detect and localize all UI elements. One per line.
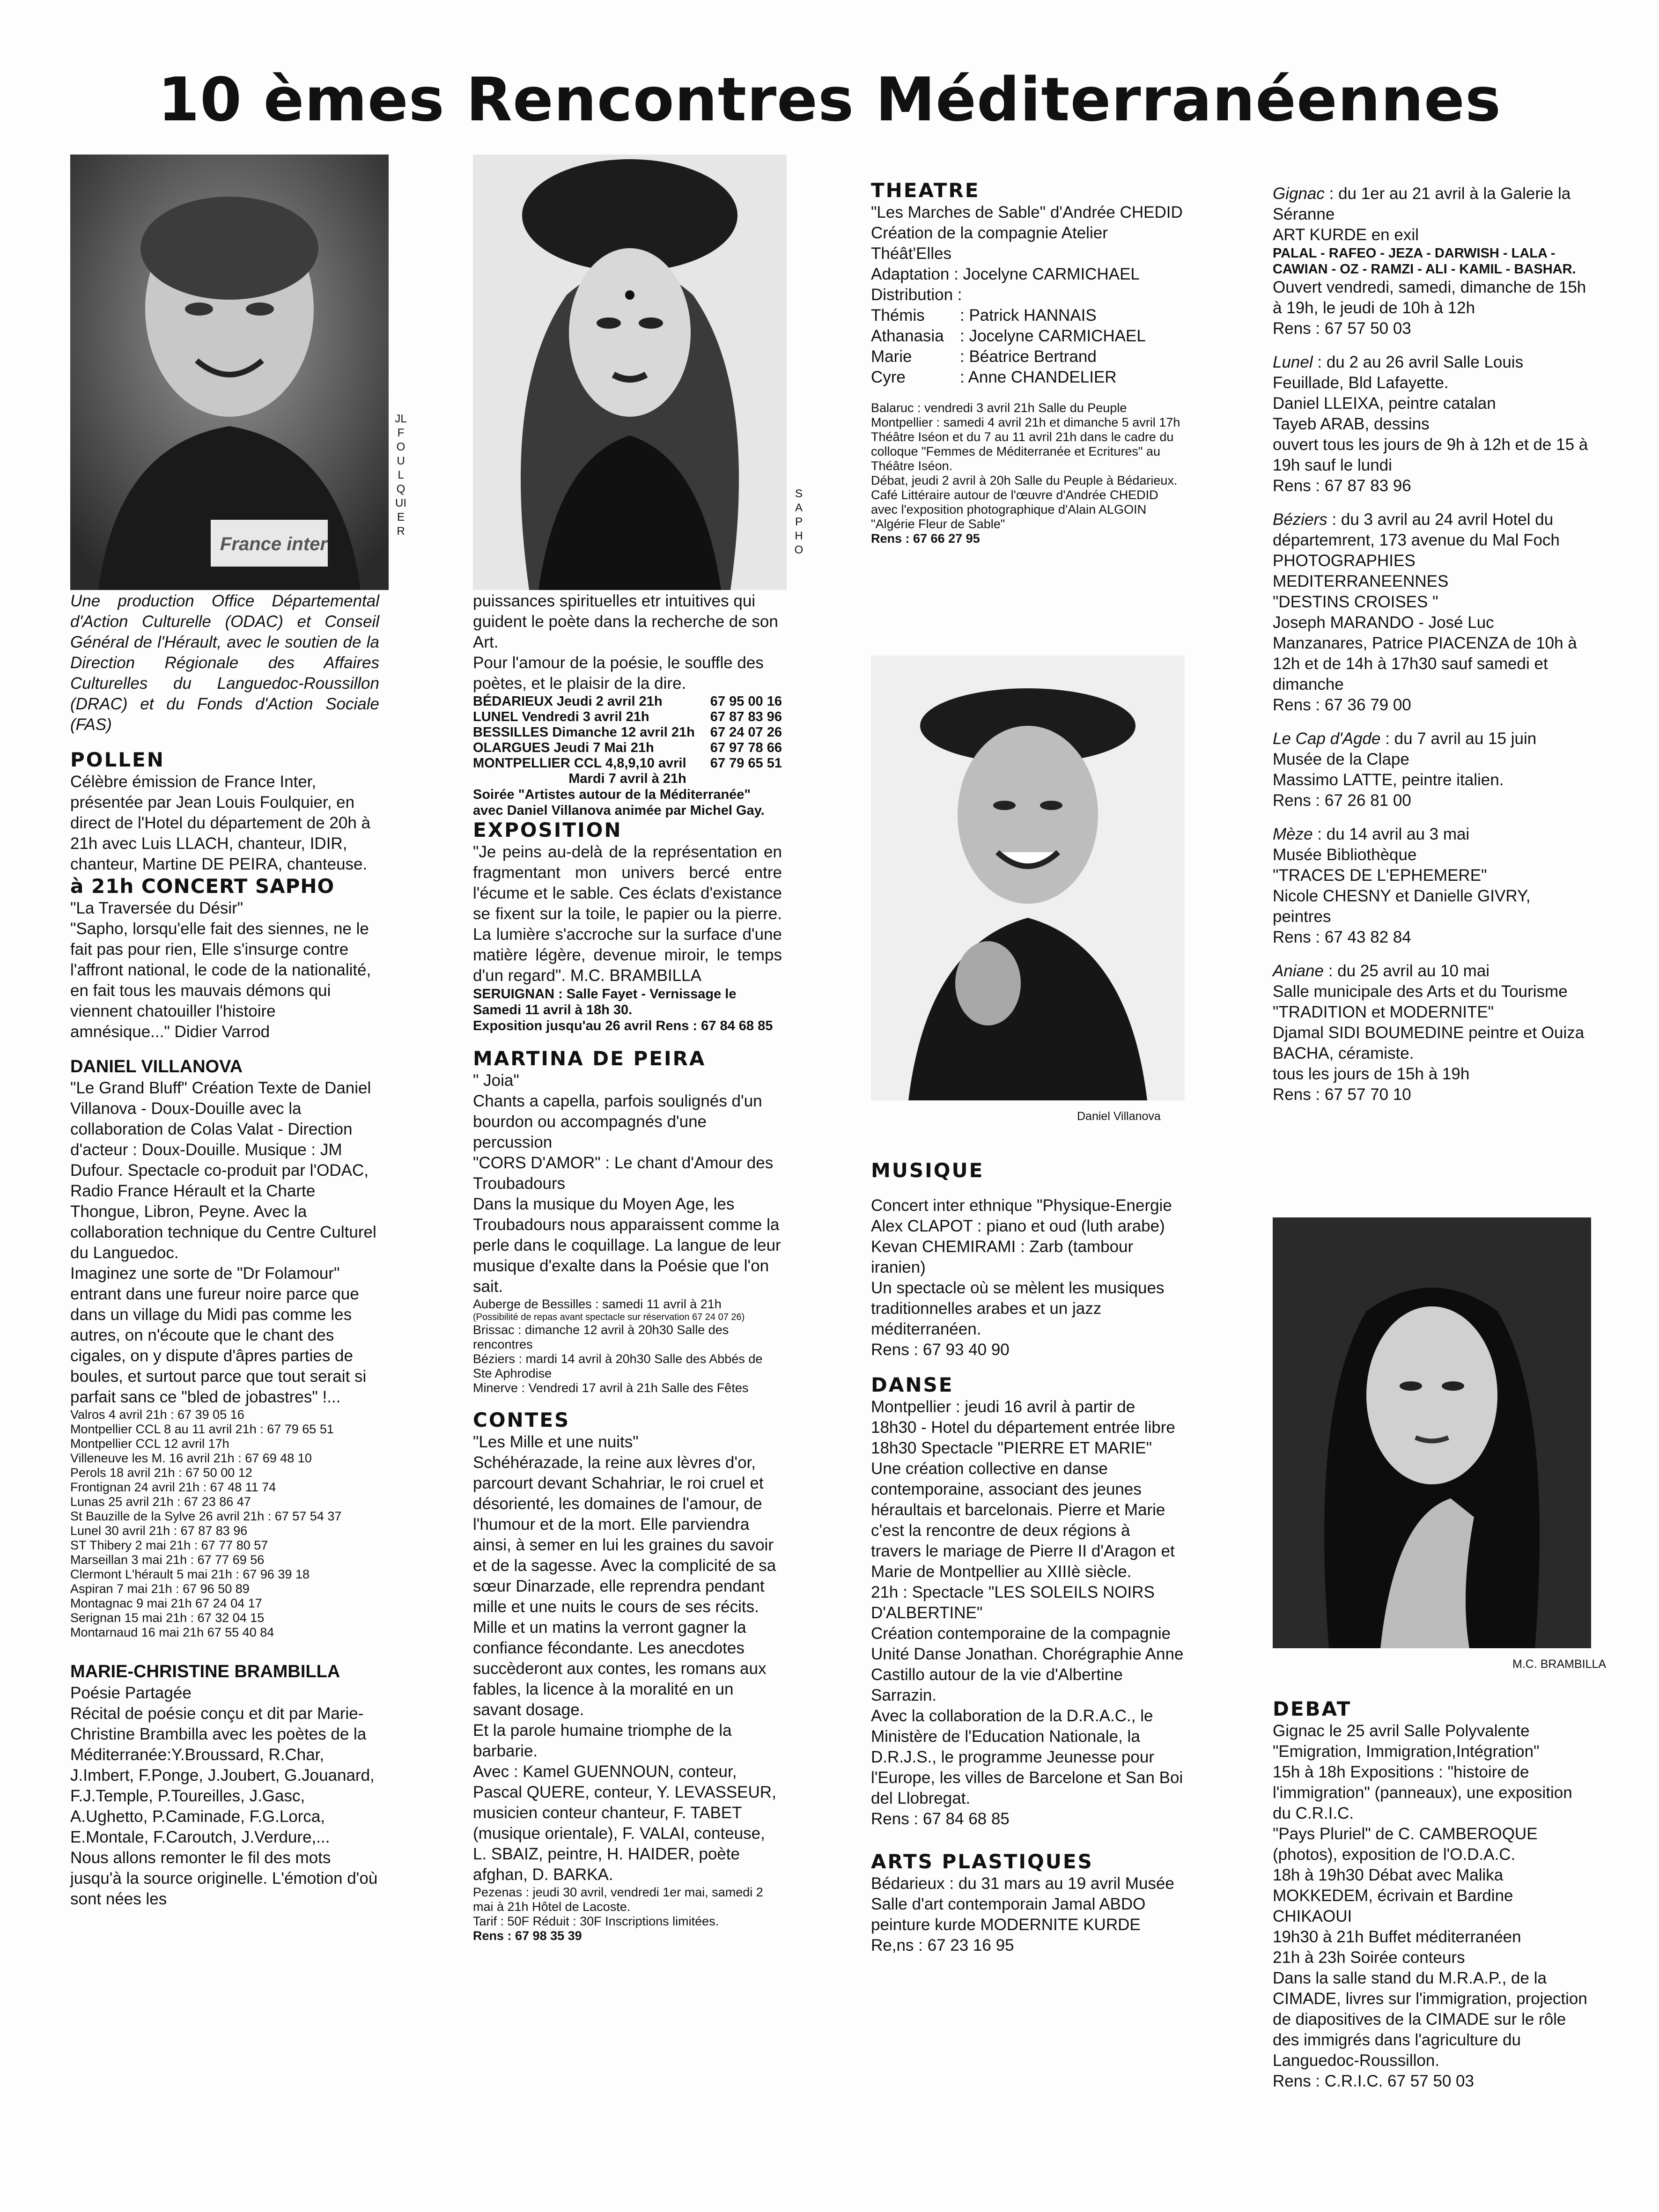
danse-text-4: 21h : Spectacle "LES SOLEILS NOIRS D'ALBERTINE" [871,1583,1155,1622]
exposition-schedule-2: Exposition jusqu'au 26 avril Rens : 67 84 68 85 [473,1018,773,1033]
photo-credit-foulquier: JL FOULQUIER [395,413,407,538]
arts-rens: Re,ns : 67 23 16 95 [871,1936,1014,1954]
debat-text-7: 21h à 23h Soirée conteurs [1273,1948,1465,1967]
column-1 [70,591,379,1910]
concert-text: "Sapho, lorsqu'elle fait des siennes, ne le fait pas pour rien, Elle s'insurge contre l'affront national, le code de la nationalité, en fait tous les mauvais démons qui viennent chatouiller l'histoire amnésique..." Didier Varrod [70,920,371,1041]
cast-row: Marie : Béatrice Bertrand [871,347,1097,366]
photo-villanova [871,656,1185,1100]
debat-text-6: 19h30 à 21h Buffet méditerranéen [1273,1928,1521,1946]
debat-section [1273,1697,1591,2092]
tour-date: Montpellier CCL 12 avril 17h [70,1437,229,1451]
debat-text-5: 18h à 19h30 Débat avec Malika MOKKEDEM, écrivain et Bardine CHIKAOUI [1273,1866,1513,1925]
beziers-text-2: PHOTOGRAPHIES MEDITERRANEENNES [1273,552,1449,590]
gignac-artists: PALAL - RAFEO - JEZA - DARWISH - LALA - CAWIAN - OZ - RAMZI - ALI - KAMIL - BASHAR. [1273,246,1576,277]
tour-date: Lunel 30 avril 21h : 67 87 83 96 [70,1524,248,1538]
theatre-schedule: Montpellier : samedi 4 avril 21h et dimanche 5 avril 17h Théâtre Iséon et du 7 au 11 avril 21h dans le cadre du colloque "Femmes de Méditerranée et Ecritures" au Théâtre Iséon. [871,415,1180,473]
meze-rens: Rens : 67 43 82 84 [1273,928,1411,946]
cast-row: Cyre : Anne CHANDELIER [871,368,1117,386]
aniane-text-2: Salle municipale des Arts et du Tourisme [1273,982,1568,1001]
peira-date: Brissac : dimanche 12 avril à 20h30 Salle des rencontres [473,1323,729,1351]
peira-text-2: "CORS D'AMOR" : Le chant d'Amour des Troubadours [473,1154,774,1193]
photo-credit-villanova: Daniel Villanova [1077,1110,1161,1123]
danse-text-5: Création contemporaine de la compagnie Unité Danse Jonathan. Chorégraphie Anne Castillo autour de la vie d'Albertine Sarrazin. [871,1624,1184,1704]
meze-text-4: Nicole CHESNY et Danielle GIVRY, peintres [1273,887,1531,926]
villanova-heading: DANIEL VILLANOVA [70,1057,243,1077]
tour-date: ST Thibery 2 mai 21h : 67 77 80 57 [70,1538,268,1552]
tour-date: Serignan 15 mai 21h : 67 32 04 15 [70,1611,265,1625]
cap-text-3: Massimo LATTE, peintre italien. [1273,771,1504,789]
date-row: OLARGUES Jeudi 7 Mai 21h 67 97 78 66 [473,740,782,755]
tour-date: Perols 18 avril 21h : 67 50 00 12 [70,1466,252,1480]
debat-text-3: 15h à 18h Expositions : "histoire de l'immigration" (panneaux), une exposition du C.R.I.C. [1273,1763,1572,1822]
cast-row: Thémis : Patrick HANNAIS [871,306,1097,324]
date-row: BESSILLES Dimanche 12 avril 21h 67 24 07 26 [473,725,782,740]
tour-date: Lunas 25 avril 21h : 67 23 86 47 [70,1495,251,1509]
photo-sapho [473,155,787,590]
debat-text-2: "Emigration, Immigration,Intégration" [1273,1742,1540,1761]
contes-heading: CONTES [473,1408,570,1431]
aniane-entry: Aniane : du 25 avril au 10 mai [1273,962,1490,980]
lunel-rens: Rens : 67 87 83 96 [1273,477,1411,495]
peira-date-note: (Possibilité de repas avant spectacle sur réservation 67 24 07 26) [473,1312,745,1322]
pollen-heading: POLLEN [70,748,165,771]
date-row: BÉDARIEUX Jeudi 2 avril 21h 67 95 00 16 [473,694,782,709]
pollen-text: Célèbre émission de France Inter, présentée par Jean Louis Foulquier, en direct de l'Hotel du département de 20h à 21h avec Luis LLACH, chanteur, IDIR, chanteur, Martine DE PEIRA, chanteuse. [70,773,370,873]
musique-heading: MUSIQUE [871,1159,984,1182]
date-row: Mardi 7 avril à 21h [568,771,686,786]
photo-credit-brambilla: M.C. BRAMBILLA [1512,1658,1607,1671]
theatre-text: "Les Marches de Sable" d'Andrée CHEDID [871,203,1183,221]
contes-rens: Rens : 67 98 35 39 [473,1929,582,1943]
tour-date: Aspiran 7 mai 21h : 67 96 50 89 [70,1582,250,1596]
danse-text: Montpellier : jeudi 16 avril à partir de 18h30 - Hotel du département entrée libre [871,1398,1175,1437]
tour-date: Montpellier CCL 8 au 11 avril 21h : 67 79 65 51 [70,1422,334,1436]
gignac-text-3: Ouvert vendredi, samedi, dimanche de 15h à 19h, le jeudi de 10h à 12h [1273,278,1586,317]
tour-date: Villeneuve les M. 16 avril 21h : 67 69 48 10 [70,1451,312,1465]
tour-date: Montarnaud 16 mai 21h 67 55 40 84 [70,1625,274,1639]
brambilla-subtitle: Poésie Partagée [70,1684,192,1702]
column-4 [1273,184,1591,1105]
danse-text-6: Avec la collaboration de la D.R.A.C., le Ministère de l'Education Nationale, la D.R.J.S., le programme Jeunesse pour l'Europe, les villes de Barcelone et San Boi del Llobregat. [871,1707,1183,1807]
soiree-text: Soirée "Artistes autour de la Méditerranée" avec Daniel Villanova animée par Michel Gay. [473,787,765,818]
gignac-text-2: ART KURDE en exil [1273,226,1419,244]
poetry-continued: puissances spirituelles etr intuitives qui guident le poète dans la recherche de son Art. [473,592,778,651]
peira-text: Chants a capella, parfois soulignés d'un bourdon ou accompagnés d'une percussion [473,1092,762,1151]
column-2 [473,591,782,1943]
theatre-heading: THEATRE [871,179,980,202]
poetry-continued-2: Pour l'amour de la poésie, le souffle des poètes, et le plaisir de la dire. [473,654,764,693]
exposition-schedule: SERUIGNAN : Salle Fayet - Vernissage le Samedi 11 avril à 18h 30. [473,987,737,1018]
danse-text-3: Une création collective en danse contemporaine, associant des jeunes héraultais et barcelonais. Pierre et Marie c'est la rencontre de deux régions à travers le mariage de Pierre II d'Aragon et Marie de Montpellier au XIIIè siècle. [871,1460,1175,1581]
contes-text-2: Et la parole humaine triomphe de la barbarie. [473,1721,732,1760]
contes-tarif: Tarif : 50F Réduit : 30F Inscriptions limitées. [473,1914,719,1928]
lunel-text-3: Tayeb ARAB, dessins [1273,415,1430,433]
concert-title: "La Traversée du Désir" [70,899,243,917]
musique-text: Concert inter ethnique "Physique-Energie [871,1196,1172,1215]
photo-foulquier [70,155,389,590]
debat-text-8: Dans la salle stand du M.R.A.P., de la CIMADE, livres sur l'immigration, projection de diapositives de la CIMADE sur le rôle des immigrés dans l'agriculture du Languedoc-Roussillon. [1273,1969,1587,2070]
theatre-rens: Rens : 67 66 27 95 [871,531,980,546]
musique-rens: Rens : 67 93 40 90 [871,1341,1010,1359]
aniane-text-3: "TRADITION et MODERNITE" [1273,1003,1494,1021]
peira-heading: MARTINA DE PEIRA [473,1047,706,1070]
date-row: MONTPELLIER CCL 4,8,9,10 avril 67 79 65 51 [473,756,782,771]
column-3 [871,179,1185,546]
cap-rens: Rens : 67 26 81 00 [1273,791,1411,810]
page-title: 10 èmes Rencontres Méditerranéennes [157,65,1502,135]
lunel-entry: Lunel : du 2 au 26 avril Salle Louis Feuillade, Bld Lafayette. [1273,353,1524,392]
villanova-text-2: Imaginez une sorte de "Dr Folamour" entrant dans une fureur noire parce que dans un village du Midi pas comme les autres, on n'écoute que le chant des cigales, on y dispute d'âpres parties de boules, et surtout parce que tout serait si parfait sans ce "bled de jobastres" !... [70,1264,367,1406]
exposition-text: "Je peins au-delà de la représentation en fragmentant mon univers bercé entre l'écume et le sable. Ces éclats d'existance se fixent sur la toile, le papier ou la pierre. La lumière s'accroche sur la surface d'une matière légère, devenue miroir, le temps d'un regard". M.C. BRAMBILLA [473,843,782,985]
peira-date: Béziers : mardi 14 avril à 20h30 Salle des Abbés de Ste Aphrodise [473,1352,763,1380]
debat-text: Gignac le 25 avril Salle Polyvalente [1273,1722,1530,1740]
photo-credit-sapho: SAPHO [794,487,804,556]
concert-heading: à 21h CONCERT SAPHO [70,875,335,898]
aniane-rens: Rens : 67 57 70 10 [1273,1085,1411,1104]
cap-text-2: Musée de la Clape [1273,750,1409,768]
peira-date: Minerve : Vendredi 17 avril à 21h Salle des Fêtes [473,1381,749,1395]
theatre-schedule: Balaruc : vendredi 3 avril 21h Salle du Peuple [871,401,1127,415]
debat-rens: Rens : C.R.I.C. 67 57 50 03 [1273,2072,1474,2090]
arts-text: Bédarieux : du 31 mars au 19 avril Musée Salle d'art contemporain Jamal ABDO peinture kurde MODERNITE KURDE [871,1874,1174,1934]
brambilla-heading: MARIE-CHRISTINE BRAMBILLA [70,1662,340,1681]
gignac-entry: Gignac : du 1er au 21 avril à la Galerie la Séranne [1273,184,1571,223]
svg-text:France inter: France inter [220,534,327,554]
meze-entry: Mèze : du 14 avril au 3 mai [1273,825,1470,843]
arts-heading: ARTS PLASTIQUES [871,1850,1093,1873]
beziers-text-3: "DESTINS CROISES " [1273,593,1438,611]
tour-date: St Bauzille de la Sylve 26 avril 21h : 67 57 54 37 [70,1509,342,1523]
contes-schedule: Pezenas : jeudi 30 avril, vendredi 1er mai, samedi 2 mai à 21h Hôtel de Lacoste. [473,1885,763,1914]
contes-title: "Les Mille et une nuits" [473,1433,639,1451]
musique-text-3: Kevan CHEMIRAMI : Zarb (tambour iranien) [871,1238,1134,1276]
brambilla-text-2: Nous allons remonter le fil des mots jusqu'à la source originelle. L'émotion d'où sont nées les [70,1849,378,1908]
peira-date: Auberge de Bessilles : samedi 11 avril à 21h [473,1297,722,1311]
meze-text-3: "TRACES DE L'EPHEMERE" [1273,866,1487,885]
tour-date: Valros 4 avril 21h : 67 39 05 16 [70,1408,244,1422]
theatre-text-2: Création de la compagnie Atelier Théât'Elles [871,224,1108,263]
date-row: LUNEL Vendredi 3 avril 21h 67 87 83 96 [473,709,782,724]
aniane-text-4: Djamal SIDI BOUMEDINE peintre et Ouiza BACHA, céramiste. [1273,1024,1585,1062]
lunel-text-4: ouvert tous les jours de 9h à 12h et de 15 à 19h sauf le lundi [1273,435,1588,474]
poetry-dates [473,694,782,818]
tour-list [70,1408,379,1640]
beziers-rens: Rens : 67 36 79 00 [1273,696,1411,714]
beziers-text-4: Joseph MARANDO - José Luc Manzanares, Patrice PIACENZA de 10h à 12h et de 14h à 17h30 sauf samedi et dimanche [1273,613,1577,693]
musique-text-4: Un spectacle où se mèlent les musiques traditionnelles arabes et un jazz méditerranéen. [871,1279,1165,1338]
contes-text-3: Avec : Kamel GUENNOUN, conteur, Pascal QUERE, conteur, Y. LEVASSEUR, musicien conteur chanteur, F. TABET (musique orientale), F. VALAI, conteuse, L. SBAIZ, peintre, H. HAIDER, poète afghan, D. BARKA. [473,1762,776,1884]
lunel-text-2: Daniel LLEIXA, peintre catalan [1273,394,1496,413]
debat-heading: DEBAT [1273,1697,1352,1720]
beziers-entry: Béziers : du 3 avril au 24 avril Hotel du départemrent, 173 avenue du Mal Foch [1273,510,1560,549]
danse-text-2: 18h30 Spectacle "PIERRE ET MARIE" [871,1439,1152,1457]
cast-row: Athanasia : Jocelyne CARMICHAEL [871,327,1146,345]
peira-text-3: Dans la musique du Moyen Age, les Troubadours nous apparaissent comme la perle dans le coquillage. La langue de leur musique d'exalte dans la Poésie que l'on sait. [473,1195,781,1296]
theatre-text-3: Adaptation : Jocelyne CARMICHAEL [871,265,1140,283]
aniane-text-5: tous les jours de 15h à 19h [1273,1065,1470,1083]
tour-date: Frontignan 24 avril 21h : 67 48 11 74 [70,1480,276,1494]
contes-text: Schéhérazade, la reine aux lèvres d'or, parcourt devant Schahriar, le roi cruel et désorienté, les domaines de l'amour, de l'humour et de la mort. Elle parviendra ainsi, à semer en lui les graines du savoir et de la sagesse. Avec la complicité de sa sœur Dinarzade, elle reprendra pendant mille et une nuits le cours de ses récits. Mille et un matins la verront gagner la confiance fécondante. Les anecdotes succèderont aux contes, les romans aux fables, la licence à la moralité en un savant dosage. [473,1453,776,1719]
musique-text-2: Alex CLAPOT : piano et oud (luth arabe) [871,1217,1165,1235]
gignac-rens: Rens : 67 57 50 03 [1273,319,1411,338]
theatre-schedule: Débat, jeudi 2 avril à 20h Salle du Peuple à Bédarieux. Café Littéraire autour de l'œuvre d'Andrée CHEDID avec l'exposition photographique d'Alain ALGOIN "Algérie Fleur de Sable" [871,473,1178,531]
tour-date: Marseillan 3 mai 21h : 67 77 69 56 [70,1553,265,1567]
cap-entry: Le Cap d'Agde : du 7 avril au 15 juin [1273,730,1537,748]
tour-date: Montagnac 9 mai 21h 67 24 04 17 [70,1596,262,1610]
theatre-text-4: Distribution : [871,286,962,304]
villanova-text: "Le Grand Bluff" Création Texte de Daniel Villanova - Doux-Douille avec la collaboration de Colas Valat - Direction d'acteur : Doux-Douille. Musique : JM Dufour. Spectacle co-produit par l'ODAC, Radio France Hérault et la Charte Thongue, Libron, Peyne. Avec la collaboration technique du Centre Culturel du Languedoc. [70,1079,376,1262]
danse-heading: DANSE [871,1373,954,1396]
meze-text-2: Musée Bibliothèque [1273,846,1417,864]
tour-date: Clermont L'hérault 5 mai 21h : 67 96 39 18 [70,1567,310,1581]
peira-title: " Joia" [473,1071,519,1090]
exposition-heading: EXPOSITION [473,818,622,841]
photo-brambilla [1273,1217,1591,1648]
intro-text: Une production Office Départemental d'Action Culturelle (ODAC) et Conseil Général de l'Hérault, avec le soutien de la Direction Régionale des Affaires Culturelles du Languedoc-Roussillon (DRAC) et du Fonds d'Action Sociale (FAS) [70,592,379,734]
column-3-lower [871,1159,1185,1956]
danse-rens: Rens : 67 84 68 85 [871,1810,1010,1828]
brambilla-text: Récital de poésie conçu et dit par Marie-Christine Brambilla avec les poètes de la Méditerranée:Y.Broussard, R.Char, J.Imbert, F.Ponge, J.Joubert, G.Jouanard, F.J.Temple, P.Toureilles, J.Gasc, A.Ughetto, P.Caminade, F.G.Lorca, E.Montale, F.Caroutch, J.Verdure,... [70,1704,375,1846]
debat-text-4: "Pays Pluriel" de C. CAMBEROQUE (photos), exposition de l'O.D.A.C. [1273,1825,1538,1864]
